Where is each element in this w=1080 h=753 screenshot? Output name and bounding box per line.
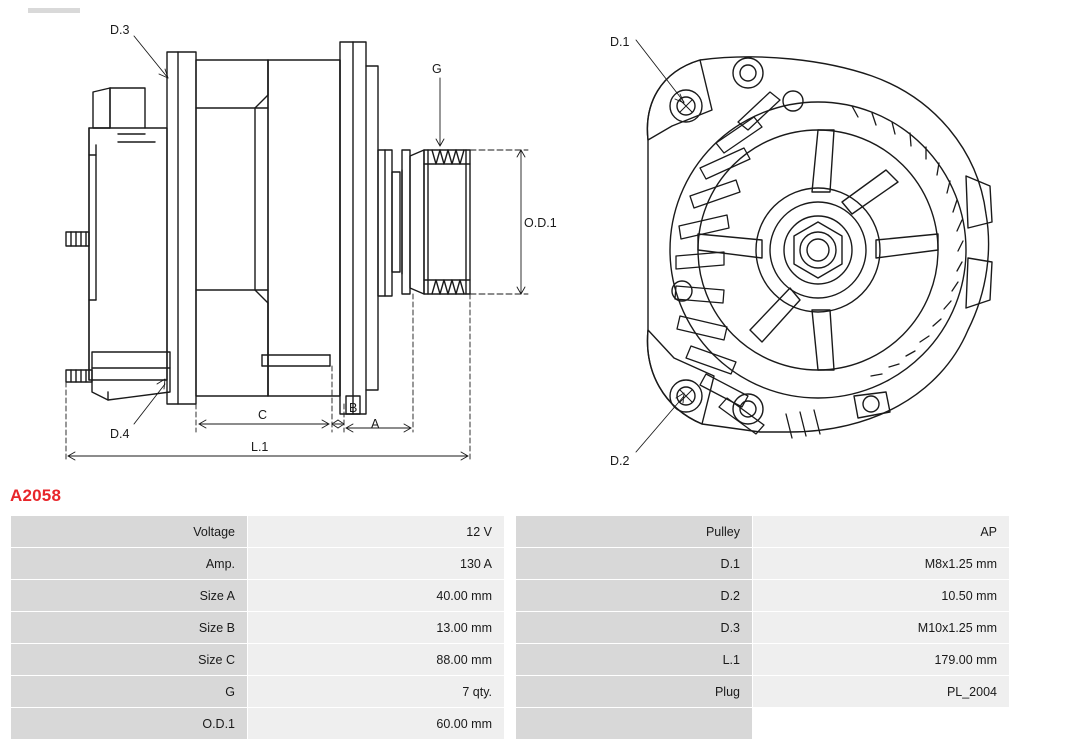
spec-value: 130 A <box>248 548 505 580</box>
label-l1: L.1 <box>251 440 269 454</box>
label-d1: D.1 <box>610 35 630 49</box>
spec-value: 88.00 mm <box>248 644 505 676</box>
spec-value: 10.50 mm <box>753 580 1010 612</box>
table-row <box>516 676 1010 708</box>
label-d3: D.3 <box>110 23 130 37</box>
label-d2: D.2 <box>610 454 630 468</box>
table-divider <box>505 515 515 740</box>
label-od1: O.D.1 <box>524 216 557 230</box>
spec-label: Plug <box>516 676 753 708</box>
spec-label: D.2 <box>516 580 753 612</box>
label-a: A <box>371 417 380 431</box>
spec-value: AP <box>753 516 1010 548</box>
part-number: A2058 <box>10 486 62 505</box>
table-row <box>516 708 1010 740</box>
label-g: G <box>432 62 442 76</box>
table-row <box>11 580 505 612</box>
spec-label: Pulley <box>516 516 753 548</box>
spec-value: 12 V <box>248 516 505 548</box>
spec-value: 7 qty. <box>248 676 505 708</box>
spec-value: 60.00 mm <box>248 708 505 740</box>
table-row <box>11 644 505 676</box>
spec-label: L.1 <box>516 644 753 676</box>
table-row <box>516 644 1010 676</box>
spec-label-blank <box>516 708 753 740</box>
table-row <box>516 612 1010 644</box>
spec-label: Amp. <box>11 548 248 580</box>
table-row <box>11 516 505 548</box>
specification-tables <box>10 515 1070 740</box>
spec-label: G <box>11 676 248 708</box>
table-row <box>11 708 505 740</box>
label-b: B <box>349 401 358 415</box>
spec-label: Voltage <box>11 516 248 548</box>
spec-value: 40.00 mm <box>248 580 505 612</box>
spec-label: Size C <box>11 644 248 676</box>
spec-table-left <box>10 515 505 740</box>
table-row <box>11 612 505 644</box>
spec-label: D.3 <box>516 612 753 644</box>
spec-label: O.D.1 <box>11 708 248 740</box>
spec-value: 13.00 mm <box>248 612 505 644</box>
spec-value-blank <box>753 708 1010 740</box>
label-c: C <box>258 408 268 422</box>
spec-value: PL_2004 <box>753 676 1010 708</box>
spec-value: M10x1.25 mm <box>753 612 1010 644</box>
spec-label: D.1 <box>516 548 753 580</box>
table-row <box>516 516 1010 548</box>
spec-value: 179.00 mm <box>753 644 1010 676</box>
spec-label: Size A <box>11 580 248 612</box>
table-row <box>516 580 1010 612</box>
table-row <box>516 548 1010 580</box>
spec-value: M8x1.25 mm <box>753 548 1010 580</box>
table-row <box>11 676 505 708</box>
table-row <box>11 548 505 580</box>
label-d4: D.4 <box>110 427 130 441</box>
spec-label: Size B <box>11 612 248 644</box>
spec-table-right <box>515 515 1010 740</box>
